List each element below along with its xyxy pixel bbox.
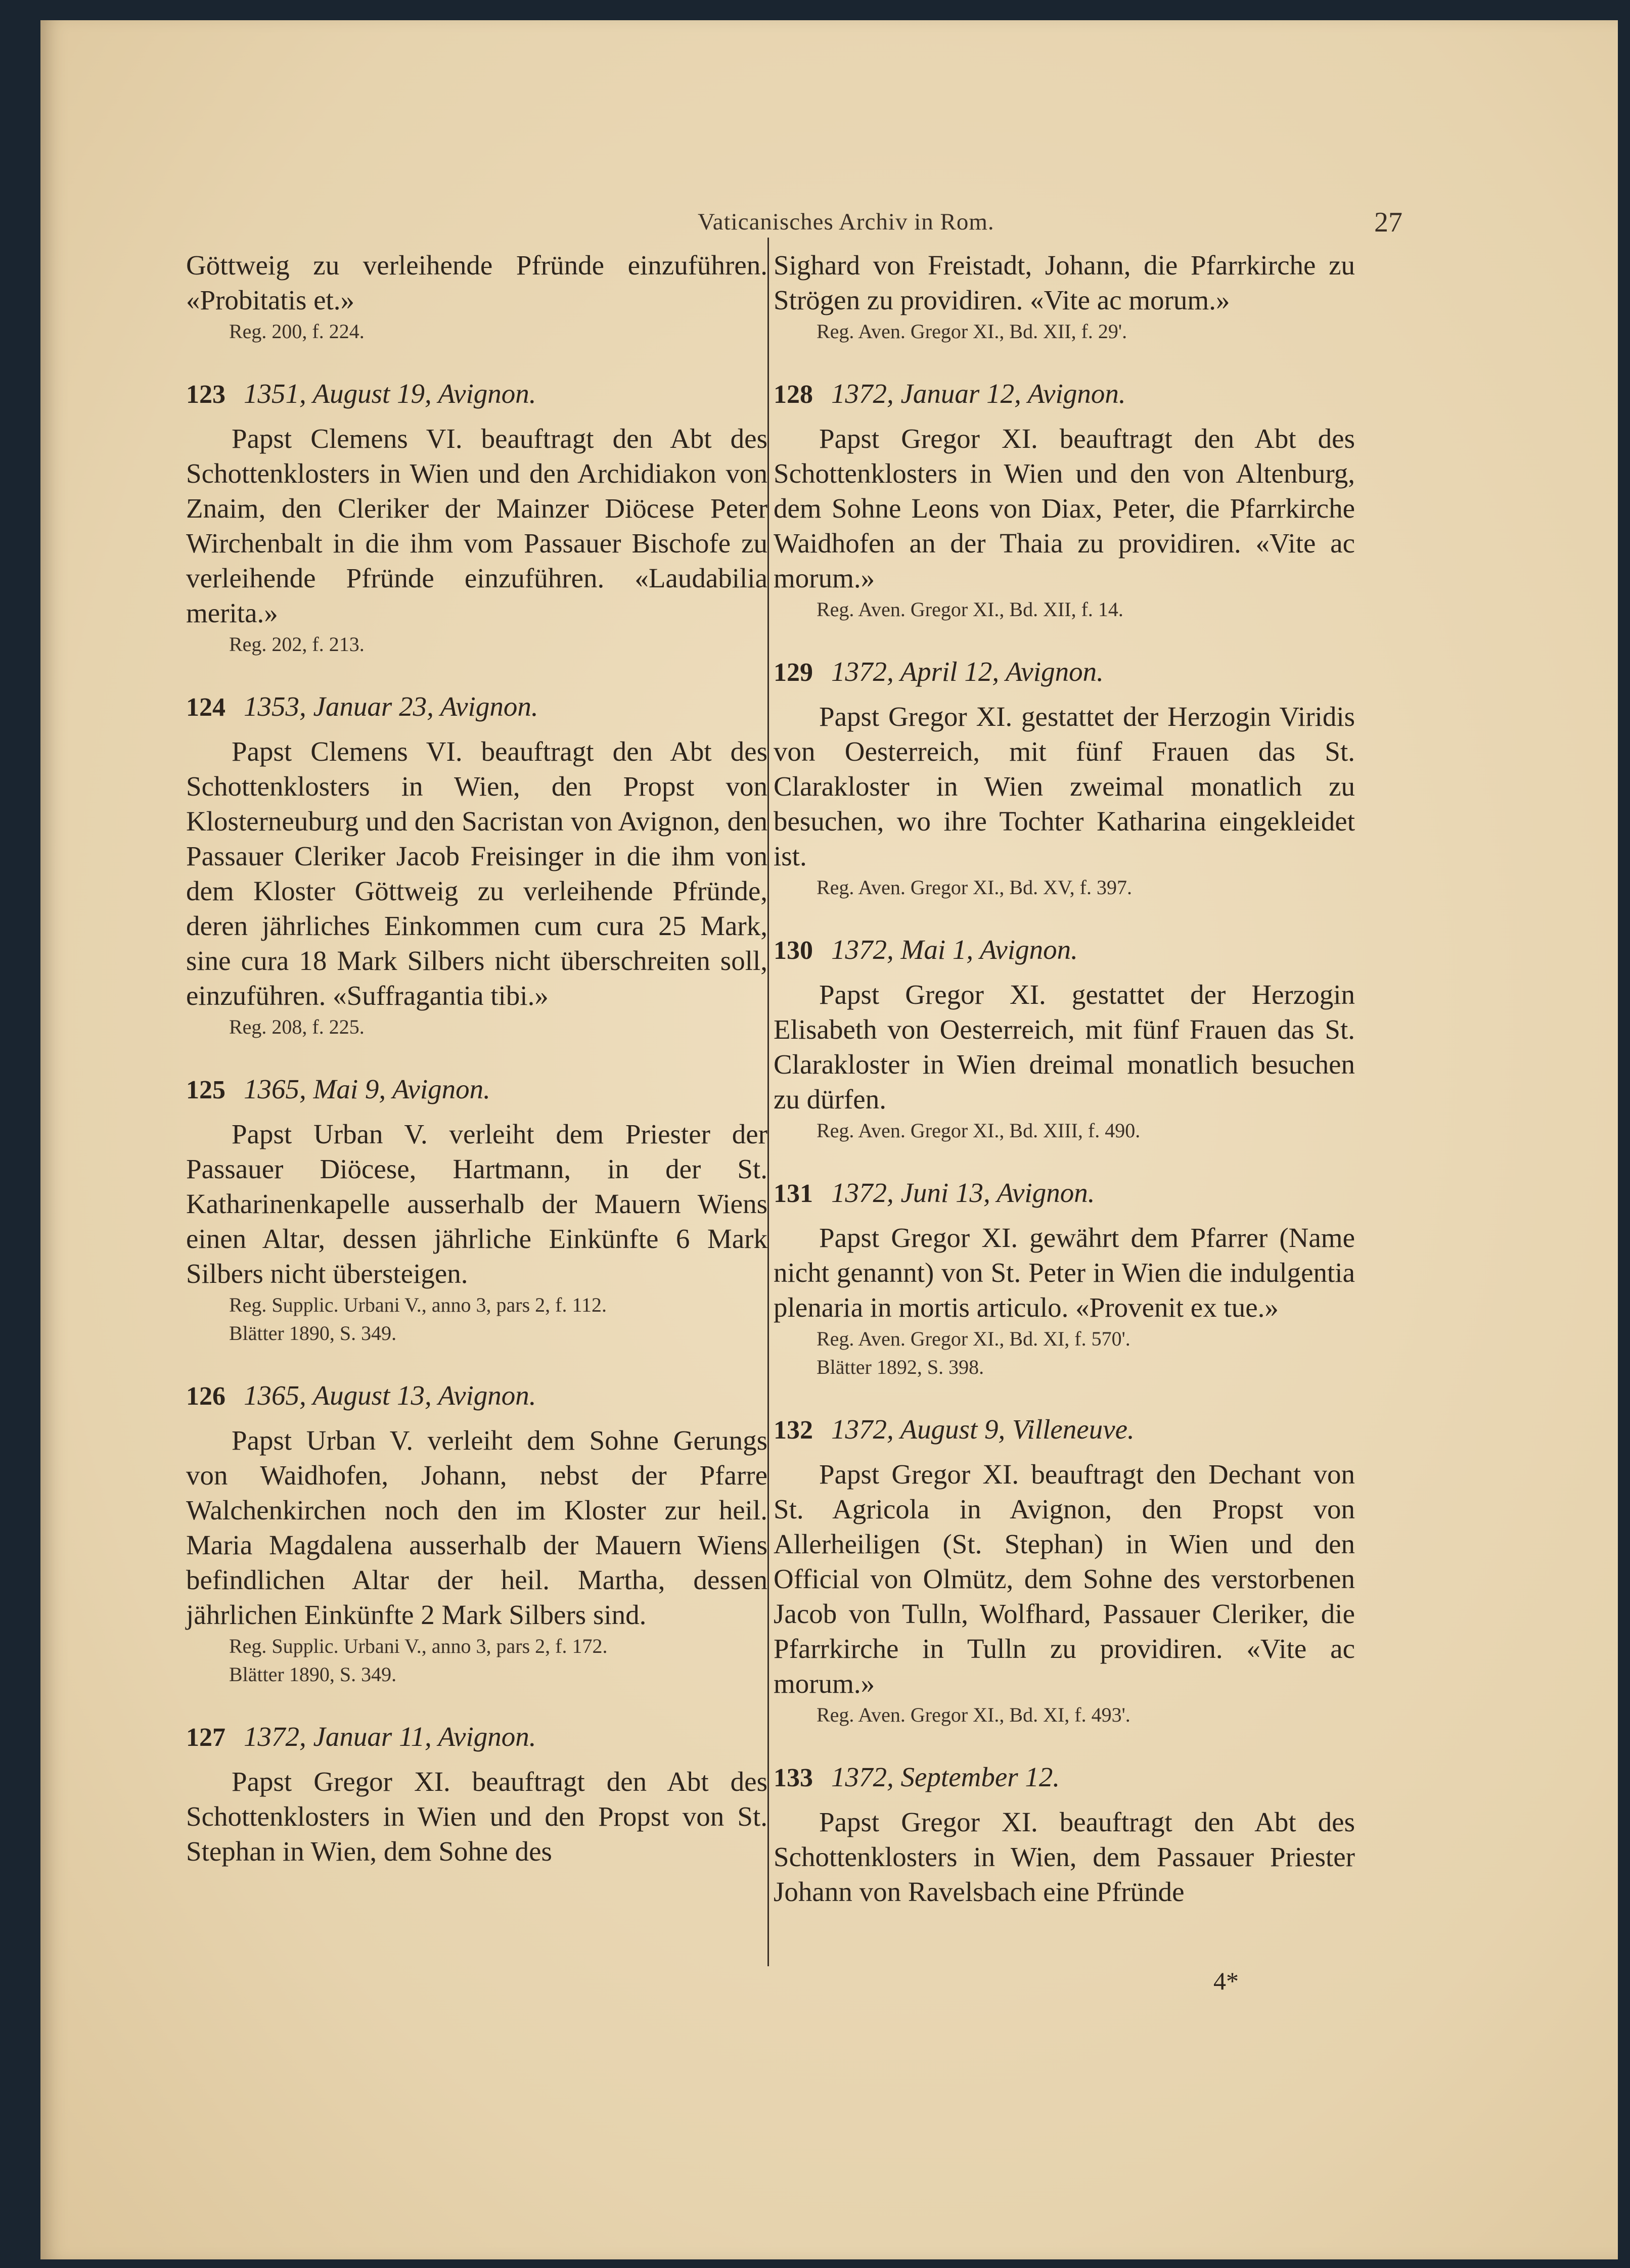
register-entry xyxy=(774,376,1355,624)
entry-text: Papst Gregor XI. beauftragt den Abt des Schottenklosters in Wien und den Propst von St. Stephan in Wien, dem Sohne des xyxy=(186,1766,767,1867)
entry-date: 1372, April 12, Avignon. xyxy=(831,656,1104,687)
register-entry xyxy=(774,932,1355,1145)
entry-date: 1372, Januar 11, Avignon. xyxy=(244,1721,536,1752)
register-entry xyxy=(774,654,1355,902)
register-entry xyxy=(186,376,767,659)
source-reference: Reg. Supplic. Urbani V., anno 3, pars 2, f. 112. xyxy=(229,1293,607,1316)
entry-number: 126 xyxy=(186,1382,225,1411)
entry-date: 1372, Mai 1, Avignon. xyxy=(831,934,1078,965)
running-title: Vaticanisches Archiv in Rom. xyxy=(698,209,994,235)
register-entry xyxy=(774,1412,1355,1729)
entry-date: 1353, Januar 23, Avignon. xyxy=(244,691,538,722)
entry-number: 129 xyxy=(774,658,813,687)
entry-text: Papst Urban V. verleiht dem Sohne Gerungs von Waidhofen, Johann, nebst der Pfarre Walchenkirchen noch den im Kloster zur heil. Maria Magdalena ausserhalb der Mauern Wiens befindlichen Altar der heil. Martha, dessen jährlichen Einkünfte 2 Mark Silbers sind. xyxy=(186,1425,767,1630)
entry-date: 1351, August 19, Avignon. xyxy=(244,378,536,409)
source-reference: Reg. Aven. Gregor XI., Bd. XII, f. 29'. xyxy=(817,320,1127,343)
register-entry xyxy=(774,1760,1355,1909)
entry-date: 1372, September 12. xyxy=(831,1762,1060,1792)
column-divider xyxy=(767,238,769,1966)
entry-number: 133 xyxy=(774,1764,813,1792)
source-reference: Reg. 200, f. 224. xyxy=(229,320,365,343)
entry-date: 1372, Januar 12, Avignon. xyxy=(831,378,1126,409)
entry-date: 1365, Mai 9, Avignon. xyxy=(244,1074,490,1104)
entry-date: 1372, August 9, Villeneuve. xyxy=(831,1414,1135,1445)
entry-number: 125 xyxy=(186,1076,225,1104)
entry-number: 131 xyxy=(774,1179,813,1208)
source-reference: Reg. 202, f. 213. xyxy=(229,633,365,656)
entry-number: 123 xyxy=(186,380,225,409)
carry-over-text: Göttweig zu verleihende Pfründe einzuführen. «Probitatis et.» xyxy=(186,250,767,315)
entry-text: Papst Clemens VI. beauftragt den Abt des Schottenklosters in Wien, den Propst von Klosterneuburg und den Sacristan von Avignon, den Passauer Cleriker Jacob Freisinger in die ihm von dem Kloster Göttweig zu verleihende Pfründe, deren jährliches Einkommen cum cura 25 Mark, sine cura 18 Mark Silbers nicht überschreiten soll, einzuführen. «Suffragantia tibi.» xyxy=(186,736,767,1011)
left-column xyxy=(186,248,767,1869)
register-entry xyxy=(186,1072,767,1348)
right-column xyxy=(774,248,1355,1909)
carry-over-text: Sighard von Freistadt, Johann, die Pfarrkirche zu Strögen zu providiren. «Vite ac morum.» xyxy=(774,250,1355,315)
entry-text: Papst Urban V. verleiht dem Priester der Passauer Diöcese, Hartmann, in der St. Katharinenkapelle ausserhalb der Mauern Wiens einen Altar, dessen jährliche Einkünfte 6 Mark Silbers nicht übersteigen. xyxy=(186,1119,767,1289)
entry-text: Papst Gregor XI. gewährt dem Pfarrer (Name nicht genannt) von St. Peter in Wien die indulgentia plenaria in mortis articulo. «Provenit ex tue.» xyxy=(774,1222,1355,1323)
entry-number: 132 xyxy=(774,1416,813,1445)
source-reference: Reg. Supplic. Urbani V., anno 3, pars 2, f. 172. xyxy=(229,1635,608,1657)
source-reference: Reg. 208, f. 225. xyxy=(229,1015,365,1038)
entry-date: 1372, Juni 13, Avignon. xyxy=(831,1177,1095,1208)
entry-number: 127 xyxy=(186,1723,225,1752)
page-number: 27 xyxy=(1374,207,1402,238)
entry-text: Papst Gregor XI. gestattet der Herzogin Elisabeth von Oesterreich, mit fünf Frauen das St. Clarakloster in Wien dreimal monatlich besuchen zu dürfen. xyxy=(774,979,1355,1115)
source-reference: Reg. Aven. Gregor XI., Bd. XV, f. 397. xyxy=(817,876,1133,899)
source-reference: Blätter 1890, S. 349. xyxy=(229,1322,397,1345)
entry-number: 130 xyxy=(774,936,813,965)
entry-number: 124 xyxy=(186,693,225,722)
source-reference: Blätter 1890, S. 349. xyxy=(229,1663,397,1686)
signature-mark: 4* xyxy=(1213,1967,1239,1995)
entry-date: 1365, August 13, Avignon. xyxy=(244,1380,536,1411)
entry-text: Papst Gregor XI. gestattet der Herzogin Viridis von Oesterreich, mit fünf Frauen das St. Clarakloster in Wien zweimal monatlich zu besuchen, wo ihre Tochter Katharina eingekleidet ist. xyxy=(774,701,1355,871)
entry-number: 128 xyxy=(774,380,813,409)
entry-text: Papst Gregor XI. beauftragt den Dechant von St. Agricola in Avignon, den Propst von Allerheiligen (St. Stephan) in Wien und den Official von Olmütz, dem Sohne des verstorbenen Jacob von Tulln, Wolfhard, Passauer Cleriker, die Pfarrkirche in Tulln zu providiren. «Vite ac morum.» xyxy=(774,1459,1355,1699)
register-entry xyxy=(186,1378,767,1689)
entry-text: Papst Gregor XI. beauftragt den Abt des Schottenklosters in Wien, dem Passauer Priester Johann von Ravelsbach eine Pfründe xyxy=(774,1807,1355,1907)
register-entry xyxy=(186,689,767,1041)
source-reference: Reg. Aven. Gregor XI., Bd. XI, f. 493'. xyxy=(817,1703,1130,1726)
source-reference: Reg. Aven. Gregor XI., Bd. XI, f. 570'. xyxy=(817,1327,1130,1350)
entry-text: Papst Clemens VI. beauftragt den Abt des Schottenklosters in Wien und den Archidiakon von Znaim, den Cleriker der Mainzer Diöcese Peter Wirchenbalt in die ihm vom Passauer Bischofe zu verleihende Pfründe einzuführen. «Laudabilia merita.» xyxy=(186,423,767,628)
source-reference: Blätter 1892, S. 398. xyxy=(817,1356,984,1378)
register-entry xyxy=(186,1719,767,1869)
entry-text: Papst Gregor XI. beauftragt den Abt des Schottenklosters in Wien und den von Altenburg, dem Sohne Leons von Diax, Peter, die Pfarrkirche Waidhofen an der Thaia zu providiren. «Vite ac morum.» xyxy=(774,423,1355,593)
source-reference: Reg. Aven. Gregor XI., Bd. XIII, f. 490. xyxy=(817,1119,1141,1142)
source-reference: Reg. Aven. Gregor XI., Bd. XII, f. 14. xyxy=(817,598,1123,621)
register-entry xyxy=(774,1175,1355,1381)
